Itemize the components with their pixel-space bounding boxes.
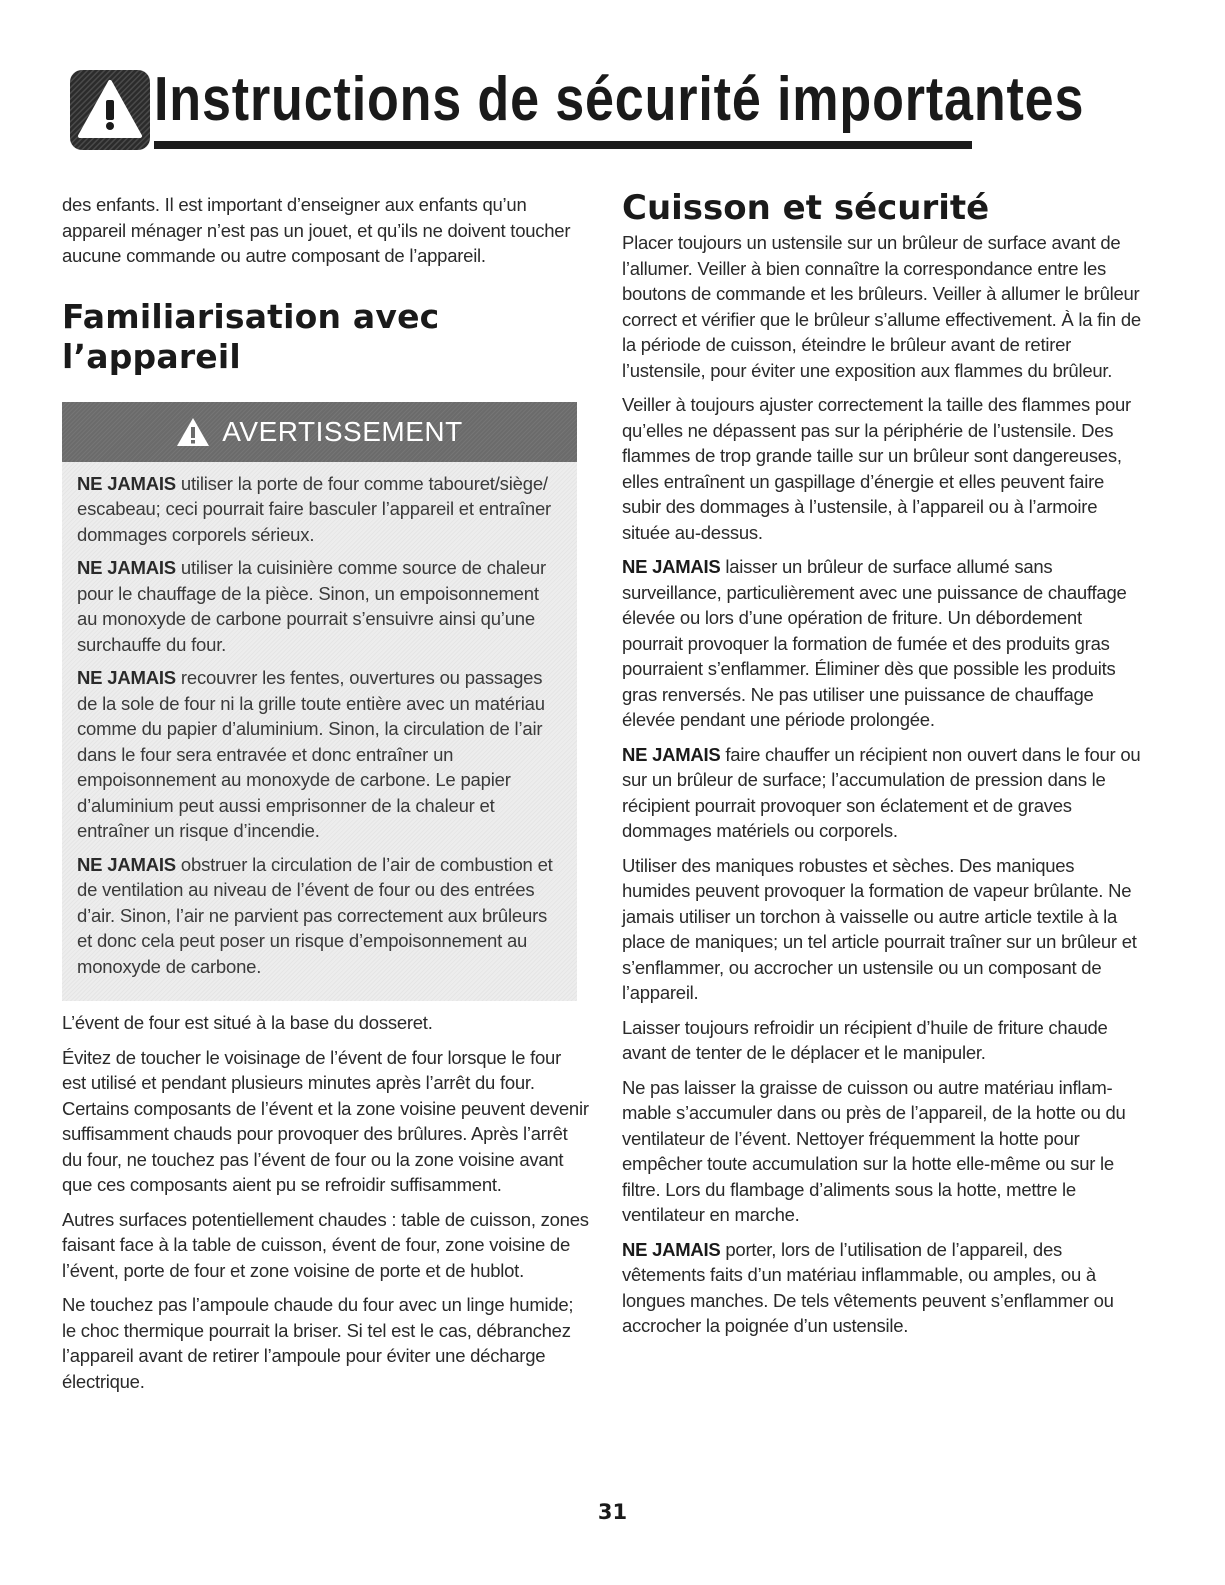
warning-header [62, 402, 577, 462]
section-heading-cuisson: Cuisson et sécurité [622, 188, 990, 228]
paragraph-text: porter, lors de l’utilisation de l’appareil, des vêtements faits d’un matériau inflammable, ou amples, ou à longues manches. De tels vêtements peuvent s’enflammer ou accrocher la poignée d’un ustensile. [622, 1238, 1114, 1336]
paragraph-text: Ne pas laisser la graisse de cuisson ou autre matériau inflam-mable s’accumuler dans ou près de l’appareil, de la hotte ou du ventilateur de l’évent. Nettoyer fréquemment la hotte pour empêcher toute accumulation sur la hotte elle-même ou sur le filtre. Lors du flambage d’aliments sous la hotte, mettre le ventilateur en marche. [622, 1076, 1126, 1225]
body-paragraph [622, 392, 1147, 545]
body-paragraph [622, 742, 1147, 844]
paragraph-text: Placer toujours un ustensile sur un brûleur de surface avant de l’allumer. Veiller à bien connaître la correspondance entre les boutons de commande et les brûleurs. Veiller à allumer le brûleur correct et vérifier que le brûleur s’allume effectivement. À la fin de la période de cuisson, éteindre le brûleur avant de retirer l’ustensile, pour éviter une exposition aux flammes du brûleur. [622, 232, 1141, 381]
warning-triangle-icon [176, 417, 210, 447]
warning-item [77, 471, 562, 548]
body-paragraph [622, 230, 1147, 383]
warning-keyword: NE JAMAIS [77, 667, 176, 688]
paragraph-text: laisser un brûleur de surface allumé sans surveillance, particulièrement avec une puissance de chauffage élevée ou lors d’une opération de friture. Un débordement pourrait provoquer la formation de fumée et des produits gras pourraient s’enflammer. Éliminer dès que possible les produits gras renversés. Ne pas utiliser une puissance de chauffage élevée pendant une période prolongée. [622, 556, 1127, 730]
body-paragraph [622, 554, 1147, 733]
section-heading-familiarisation: Familiarisation avec l’appareil [62, 296, 440, 376]
body-paragraph: Autres surfaces potentiellement chaudes : table de cuisson, zones faisant face à la table de cuisson, évent de four, zone voisine de l’évent, porte de four et zone voisine de porte et de hublot. [62, 1208, 589, 1281]
intro-paragraph: des enfants. Il est important d’enseigner aux enfants qu’un appareil ménager n’est pas un jouet, et qu’ils ne doivent toucher aucune commande ou autre composant de l’appareil. [62, 194, 571, 266]
body-paragraph [622, 1075, 1147, 1228]
body-paragraph [622, 1237, 1147, 1339]
body-paragraph: Évitez de toucher le voisinage de l’évent de four lorsque le four est utilisé et pendant plusieurs minutes après l’arrêt du four. Certains composants de l’évent et la zone voisine peuvent devenir suffisamment chauds pour provoquer des brûlures. Après l’arrêt du four, ne touchez pas l’évent de four ou la zone voisine avant que ces composants aient pu se refroidir suffisamment. [62, 1046, 589, 1195]
warning-text: utiliser la cuisinière comme source de chaleur pour le chauffage de la pièce. Sinon, un empoisonnement au monoxyde de carbone pourrait s’ensuivre ainsi qu’une surchauffe du four. [77, 557, 546, 655]
paragraph-text: Laisser toujours refroidir un récipient d’huile de friture chaude avant de tenter de le déplacer et le manipuler. [622, 1016, 1108, 1063]
right-column [622, 188, 1147, 1348]
warning-keyword: NE JAMAIS [77, 853, 176, 875]
paragraph-text: Veiller à toujours ajuster correctement la taille des flammes pour qu’elles ne dépassent pas sur la périphérie de l’ustensile. Des flammes de trop grande taille sur un brûleur sont dangereuses, elles entraînent un gaspillage d’énergie et elles peuvent faire subir des dommages à l’ustensile, à l’appareil ou à l’armoire située au-dessus. [622, 394, 1131, 543]
warning-box [62, 402, 577, 1002]
page-header [62, 62, 1085, 152]
warning-text: utiliser la porte de four comme tabouret/siège/ escabeau; ceci pourrait faire basculer l’appareil et entraîner dommages corporels sérieux. [77, 472, 552, 545]
warning-text: obstruer la circulation de l’air de combustion et de ventilation au niveau de l’évent de four ou des entrées d’air. Sinon, l’air ne parvient pas correctement aux brûleurs et donc cela peut poser un risque d’empoisonnement au monoxyde de carbone. [77, 853, 553, 977]
body-paragraph: Ne touchez pas l’ampoule chaude du four avec un linge humide; le choc thermique pourrait la briser. Si tel est le cas, débranchez l’appareil avant de retirer l’ampoule pour éviter une décharge électrique. [62, 1294, 574, 1392]
paragraph-keyword: NE JAMAIS [622, 1238, 721, 1260]
warning-item [77, 665, 562, 844]
body-paragraph [622, 1015, 1147, 1066]
warning-keyword: NE JAMAIS [77, 472, 176, 494]
paragraph-text: faire chauffer un récipient non ouvert dans le four ou sur un brûleur de surface; l’accumulation de pression dans le récipient pourrait provoquer son éclatement et de graves dommages matériels ou corporels. [622, 743, 1141, 841]
left-column [62, 192, 589, 1403]
page-number: 31 [597, 1500, 628, 1524]
paragraph-keyword: NE JAMAIS [622, 743, 721, 765]
warning-item [77, 852, 562, 980]
paragraph-text: Utiliser des maniques robustes et sèches. Des maniques humides peuvent provoquer la formation de vapeur brûlante. Ne jamais utiliser un torchon à vaisselle ou autre article textile à la place de maniques; un tel article pourrait traîner sur un brûleur et s’enflammer, ou accrocher un ustensile ou un composant de l’appareil. [622, 854, 1137, 1003]
body-paragraph [622, 853, 1147, 1006]
warning-keyword: NE JAMAIS [77, 557, 176, 578]
warning-triangle-icon [70, 70, 150, 150]
warning-body [62, 462, 577, 980]
paragraph-keyword: NE JAMAIS [622, 556, 721, 577]
warning-text: recouvrer les fentes, ouvertures ou passages de la sole de four ni la grille toute entière avec un matériau comme du papier d’aluminium. Sinon, la circulation de l’air dans le four sera entravée et donc entraîner un empoisonnement au monoxyde de carbone. Le papier d’aluminium peut aussi emprisonner de la chaleur et entraîner un risque d’incendie. [77, 667, 545, 841]
warning-item [77, 555, 562, 657]
title-underline [154, 141, 972, 149]
page-title: Instructions de sécurité importantes [154, 65, 1085, 134]
warning-title: AVERTISSEMENT [222, 415, 463, 447]
body-paragraph: L’évent de four est situé à la base du dosseret. [62, 1012, 433, 1033]
